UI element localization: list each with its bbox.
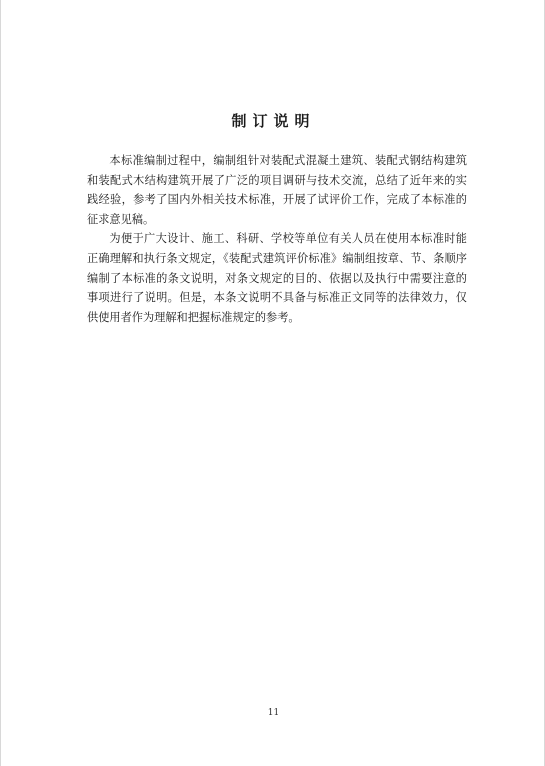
paragraph-1: 本标准编制过程中，编制组针对装配式混凝土建筑、装配式钢结构建筑和装配式木结构建筑开展了广泛的项目调研与技术交流，总结了近年来的实践经验，参考了国内外相关技术标准，开展了试评价工作，完成了本标准的征求意见稿。 <box>87 154 467 226</box>
paragraph-2: 为便于广大设计、施工、科研、学校等单位有关人员在使用本标准时能正确理解和执行条文规定，《装配式建筑评价标准》编制组按章、节、条顺序编制了本标准的条文说明，对条文规定的目的、依据以及执行中需要注意的事项进行了说明。但是，本条文说明不具备与标准正文同等的法律效力，仅供使用者作为理解和把握标准规定的参考。 <box>87 232 467 324</box>
document-body <box>87 151 467 327</box>
page-title: 制订说明 <box>231 112 316 130</box>
page-number: 11 <box>267 708 280 718</box>
